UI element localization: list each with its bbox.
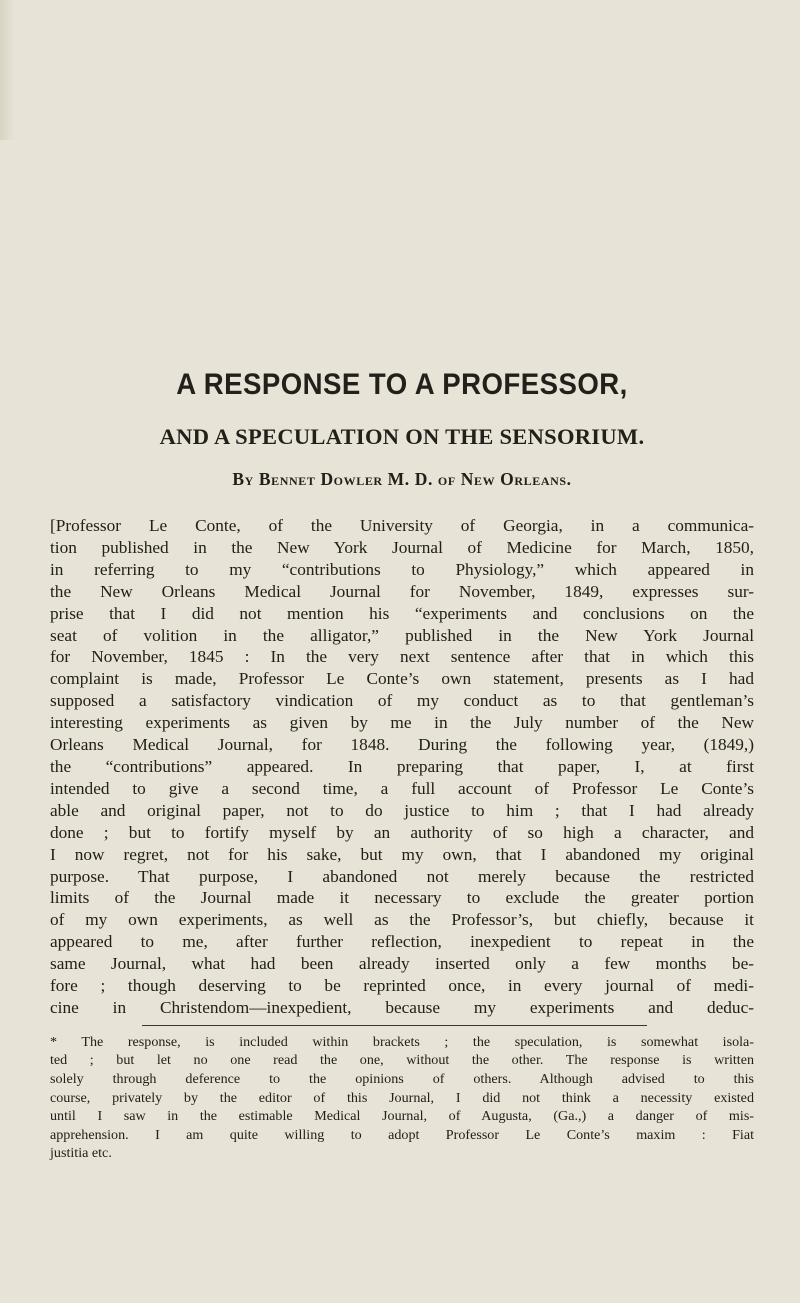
footnote-line: ted ; but let no one read the one, without the other. The response is written: [50, 1052, 754, 1069]
footnote-line: course, privately by the editor of this Journal, I did not think a necessity existed: [50, 1089, 754, 1106]
author-byline: By Bennet Dowler M. D. of New Orleans.: [232, 469, 572, 489]
body-line: appeared to me, after further reflection, inexpedient to repeat in the: [50, 932, 754, 952]
body-line: prise that I did not mention his “experiments and conclusions on the: [50, 603, 754, 623]
footnote-line: apprehension. I am quite willing to adopt Professor Le Conte’s maxim : Fiat: [50, 1126, 754, 1143]
body-line: done ; but to fortify myself by an authority of so high a character, and: [50, 822, 754, 842]
body-line: purpose. That purpose, I abandoned not merely because the restricted: [50, 866, 754, 886]
body-line: interesting experiments as given by me in the July number of the New: [50, 713, 754, 733]
article-subtitle: AND A SPECULATION ON THE SENSORIUM.: [159, 424, 645, 449]
body-line: in referring to my “contributions to Physiology,” which appeared in: [50, 559, 754, 579]
body-line: for November, 1845 : In the very next sentence after that in which this: [50, 647, 754, 667]
page-content: [52, 368, 752, 1163]
body-line: Orleans Medical Journal, for 1848. During the following year, (1849,): [50, 735, 754, 755]
body-line: supposed a satisfactory vindication of my conduct as to that gentleman’s: [50, 691, 754, 711]
page-edge-shadow: [0, 0, 14, 140]
body-line: [Professor Le Conte, of the University of Georgia, in a communica-: [50, 516, 754, 535]
body-line: seat of volition in the alligator,” published in the New York Journal: [50, 625, 754, 645]
body-line: same Journal, what had been already inserted only a few months be-: [50, 954, 754, 974]
body-line: of my own experiments, as well as the Professor’s, but chiefly, because it: [50, 910, 754, 930]
body-line: fore ; though deserving to be reprinted once, in every journal of medi-: [50, 976, 754, 996]
footnote-divider: [142, 1025, 647, 1026]
footnote-line: until I saw in the estimable Medical Journal, of Augusta, (Ga.,) a danger of mis-: [50, 1108, 754, 1125]
body-line: I now regret, not for his sake, but my own, that I abandoned my original: [50, 844, 754, 864]
body-line: cine in Christendom—inexpedient, because my experiments and deduc-: [50, 997, 754, 1017]
body-line: limits of the Journal made it necessary to exclude the greater portion: [50, 888, 754, 908]
body-line: able and original paper, not to do justice to him ; that I had already: [50, 800, 754, 820]
footnote-line: solely through deference to the opinions of others. Although advised to this: [50, 1071, 754, 1088]
body-line: the New Orleans Medical Journal for November, 1849, expresses sur-: [50, 581, 754, 601]
footnote: [50, 1033, 754, 1163]
body-line: intended to give a second time, a full account of Professor Le Conte’s: [50, 778, 754, 798]
footnote-line: justitia etc.: [50, 1145, 112, 1162]
body-line: the “contributions” appeared. In preparing that paper, I, at first: [50, 756, 754, 776]
footnote-line: * The response, is included within brackets ; the speculation, is somewhat isola-: [50, 1033, 754, 1050]
article-title: A RESPONSE TO A PROFESSOR,: [176, 368, 628, 401]
body-text: [50, 515, 754, 1019]
body-line: complaint is made, Professor Le Conte’s own statement, presents as I had: [50, 669, 754, 689]
body-line: tion published in the New York Journal of Medicine for March, 1850,: [50, 537, 754, 557]
